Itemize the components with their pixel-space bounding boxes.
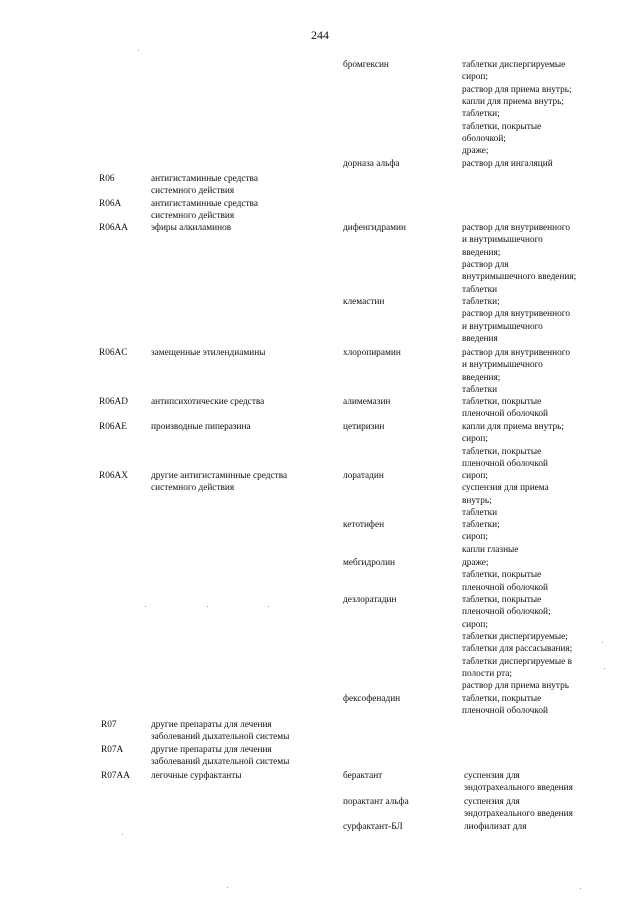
dosage-forms: таблетки, покрытые пленочной оболочкой; сироп; таблетки диспергируемые; таблетки для рассасывания; таблетки диспергируемые в полости рта; раствор для приема внутрь (462, 595, 573, 692)
atc-code: R06AX (99, 471, 128, 481)
dosage-forms: раствор для внутривенного и внутримышечного введения; таблетки (462, 348, 570, 396)
atc-code: R06AE (99, 422, 127, 432)
inn-name: мебгидролин (343, 558, 396, 568)
atc-group-name: другие препараты для лечения заболеваний дыхательной системы (151, 720, 290, 743)
dosage-forms: таблетки; сироп; капли глазные (462, 520, 519, 555)
inn-name: фексофенадин (343, 694, 401, 704)
inn-name: сурфактант-БЛ (343, 822, 403, 832)
inn-name: бромгексин (343, 60, 389, 70)
page-number: 244 (311, 28, 329, 42)
dosage-forms: раствор для внутривенного и внутримышечного введения; раствор для внутримышечного введения; таблетки (462, 223, 577, 295)
scan-speck (138, 50, 139, 51)
atc-code: R06AA (99, 223, 128, 233)
dosage-forms: лиофилизат для (464, 822, 527, 832)
atc-group-name: антипсихотические средства (151, 397, 265, 407)
atc-code: R07A (101, 745, 124, 755)
scan-speck (602, 642, 603, 643)
atc-group-name: другие препараты для лечения заболеваний дыхательной системы (151, 745, 290, 768)
dosage-forms: таблетки диспергируемые сироп; раствор для приема внутрь; капли для приема внутрь; таблетки; таблетки, покрытые оболочкой; драже; (462, 60, 572, 157)
atc-code: R06A (99, 199, 122, 209)
atc-group-name: антигистаминные средства системного действия (151, 199, 258, 222)
dosage-forms: таблетки, покрытые пленочной оболочкой (462, 397, 549, 420)
dosage-forms: сироп; суспензия для приема внутрь; таблетки (462, 471, 549, 519)
atc-group-name: другие антигистаминные средства системного действия (151, 471, 288, 494)
scan-speck (580, 888, 581, 889)
dosage-forms: таблетки; раствор для внутривенного и внутримышечного введения (462, 297, 570, 345)
scan-speck (207, 606, 208, 607)
inn-name: дезлоратадин (343, 595, 397, 605)
inn-name: лоратадин (343, 471, 384, 481)
atc-code: R06 (99, 174, 115, 184)
dosage-forms: капли для приема внутрь; сироп; таблетки, покрытые пленочной оболочкой (462, 422, 564, 470)
dosage-forms: драже; таблетки, покрытые пленочной оболочкой (462, 558, 549, 593)
dosage-forms: таблетки, покрытые пленочной оболочкой (462, 694, 549, 717)
dosage-forms: суспензия для эндотрахеального введения (464, 771, 573, 794)
inn-name: дорназа альфа (343, 159, 400, 169)
dosage-forms: суспензия для эндотрахеального введения (464, 797, 573, 820)
inn-name: порактант альфа (343, 797, 409, 807)
inn-name: берактант (343, 771, 383, 781)
dosage-forms: раствор для ингаляций (462, 159, 553, 169)
atc-group-name: эфиры алкиламинов (151, 223, 232, 233)
atc-code: R07 (101, 720, 117, 730)
scan-speck (145, 606, 146, 607)
atc-code: R06AC (99, 348, 128, 358)
inn-name: цетиризин (343, 422, 385, 432)
inn-name: кетотифен (343, 520, 385, 530)
scan-speck (227, 887, 228, 888)
atc-group-name: антигистаминные средства системного действия (151, 174, 258, 197)
scan-speck (122, 834, 123, 835)
atc-code: R07AA (101, 771, 130, 781)
inn-name: дифенгидрамин (343, 223, 406, 233)
scan-speck (604, 668, 605, 669)
atc-code: R06AD (99, 397, 128, 407)
inn-name: клемастин (343, 297, 385, 307)
atc-group-name: легочные сурфактанты (151, 771, 242, 781)
inn-name: алимемазин (343, 397, 391, 407)
atc-group-name: замещенные этилендиамины (151, 348, 266, 358)
inn-name: хлоропирамин (343, 348, 401, 358)
scan-speck (268, 606, 269, 607)
atc-group-name: производные пиперазина (151, 422, 251, 432)
